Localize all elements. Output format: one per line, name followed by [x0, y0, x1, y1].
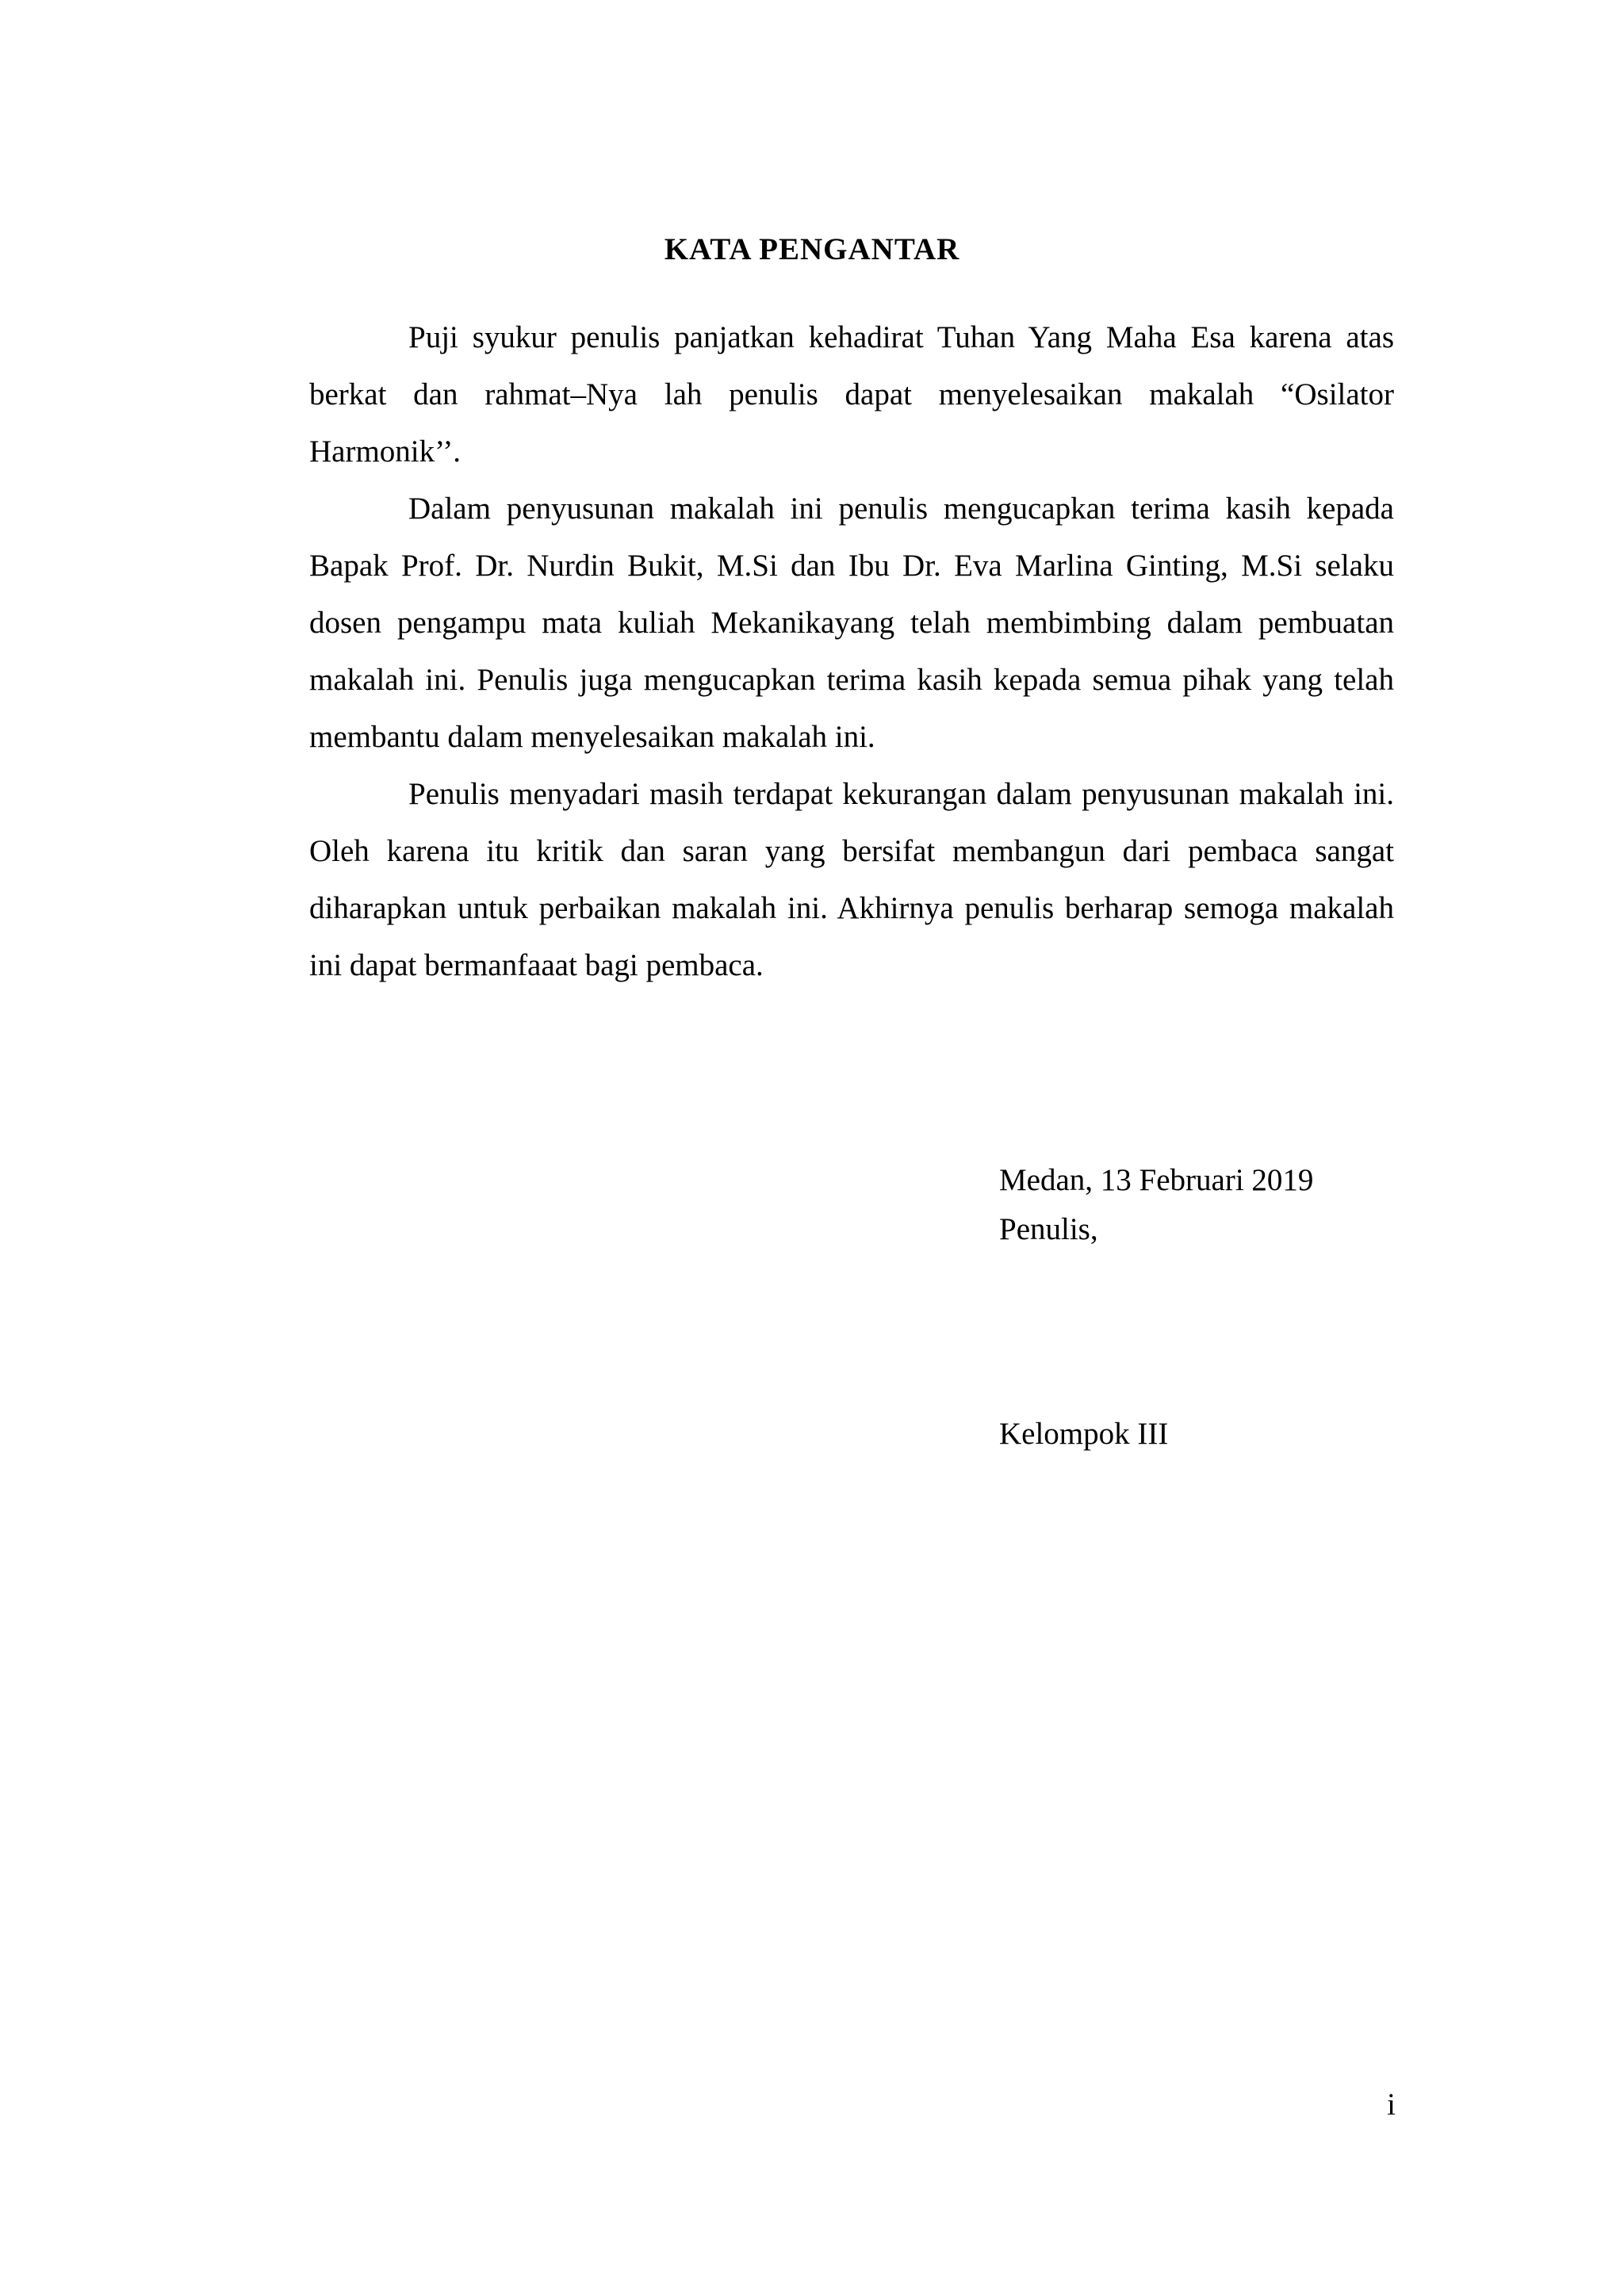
- paragraph-closing: Penulis menyadari masih terdapat kekurangan dalam penyusunan makalah ini. Oleh karena itu kritik dan saran yang bersifat membangun dari pembaca sangat diharapkan untuk perbaikan makalah ini. Akhirnya penulis berharap semoga makalah ini dapat bermanfaaat bagi pembaca.: [309, 777, 1394, 982]
- signature-place-date: Medan, 13 Februari 2019: [999, 1163, 1314, 1197]
- signature-name: Kelompok III: [999, 1417, 1169, 1451]
- body-text: [309, 309, 1394, 994]
- paragraph-acknowledgements: Dalam penyusunan makalah ini penulis mengucapkan terima kasih kepada Bapak Prof. Dr. Nurdin Bukit, M.Si dan Ibu Dr. Eva Marlina Ginting, M.Si selaku dosen pengampu mata kuliah Mekanikayang telah membimbing dalam pembuatan makalah ini. Penulis juga mengucapkan terima kasih kepada semua pihak yang telah membantu dalam menyelesaikan makalah ini.: [309, 492, 1394, 754]
- page-number: i: [1387, 2087, 1396, 2122]
- page-title: KATA PENGANTAR: [664, 232, 960, 266]
- signature-role: Penulis,: [999, 1212, 1098, 1246]
- signature-block: [999, 1156, 1313, 1254]
- paragraph-gratitude: Puji syukur penulis panjatkan kehadirat Tuhan Yang Maha Esa karena atas berkat dan rahmat–Nya lah penulis dapat menyelesaikan makalah “Osilator Harmonik’’.: [309, 320, 1394, 469]
